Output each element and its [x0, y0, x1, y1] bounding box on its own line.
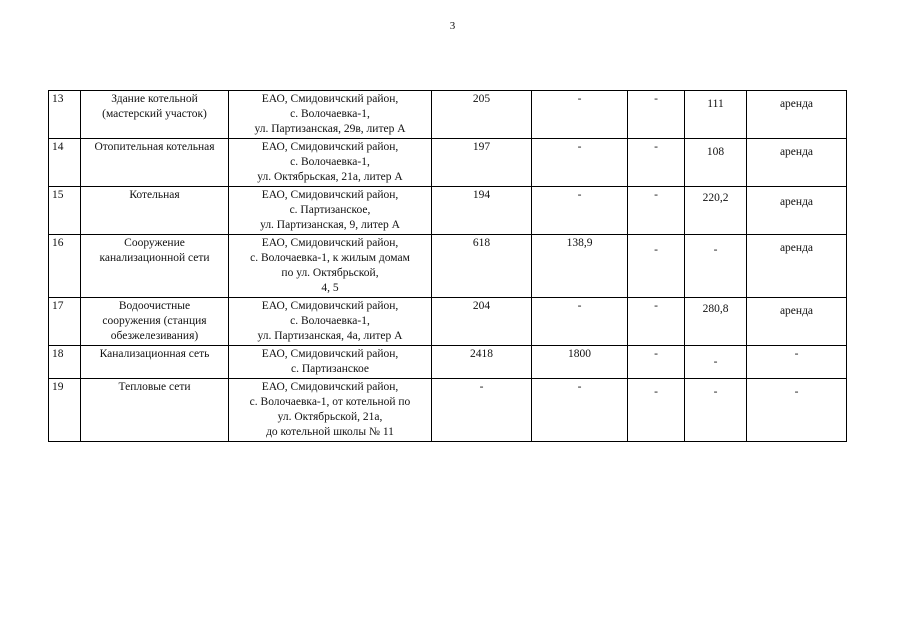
object-col6: -: [628, 139, 685, 187]
object-col7: -: [685, 379, 747, 442]
object-col6: -: [628, 187, 685, 235]
object-col6: -: [628, 379, 685, 442]
table-row: [49, 379, 847, 442]
row-number: 14: [49, 139, 81, 187]
object-diameter: -: [532, 187, 628, 235]
object-length: 2418: [432, 346, 532, 379]
object-col6: -: [628, 346, 685, 379]
row-number: 19: [49, 379, 81, 442]
object-col7: 111: [685, 91, 747, 139]
table-row: [49, 235, 847, 298]
object-col7: 280,8: [685, 298, 747, 346]
object-diameter: 138,9: [532, 235, 628, 298]
object-length: 618: [432, 235, 532, 298]
object-basis: -: [747, 379, 847, 442]
table-row: [49, 91, 847, 139]
object-col7: 108: [685, 139, 747, 187]
object-length: 205: [432, 91, 532, 139]
object-address: ЕАО, Смидовичский район, с. Партизанское: [229, 346, 432, 379]
object-name: Водоочистные сооружения (станция обезжелезивания): [81, 298, 229, 346]
table-row: [49, 346, 847, 379]
object-address: ЕАО, Смидовичский район, с. Волочаевка-1, ул. Партизанская, 29в, литер А: [229, 91, 432, 139]
row-number: 16: [49, 235, 81, 298]
object-basis: -: [747, 346, 847, 379]
object-col6: -: [628, 235, 685, 298]
object-basis: аренда: [747, 298, 847, 346]
object-col7: -: [685, 346, 747, 379]
row-number: 17: [49, 298, 81, 346]
object-address: ЕАО, Смидовичский район, с. Волочаевка-1, к жилым домам по ул. Октябрьской, 4, 5: [229, 235, 432, 298]
object-name: Здание котельной (мастерский участок): [81, 91, 229, 139]
table-row: [49, 139, 847, 187]
object-length: -: [432, 379, 532, 442]
object-length: 197: [432, 139, 532, 187]
object-basis: аренда: [747, 187, 847, 235]
object-name: Тепловые сети: [81, 379, 229, 442]
object-name: Канализационная сеть: [81, 346, 229, 379]
object-diameter: -: [532, 91, 628, 139]
object-length: 204: [432, 298, 532, 346]
object-address: ЕАО, Смидовичский район, с. Волочаевка-1, ул. Партизанская, 4а, литер А: [229, 298, 432, 346]
object-diameter: -: [532, 379, 628, 442]
object-name: Котельная: [81, 187, 229, 235]
row-number: 18: [49, 346, 81, 379]
object-length: 194: [432, 187, 532, 235]
table-row: [49, 298, 847, 346]
object-diameter: -: [532, 139, 628, 187]
object-name: Отопительная котельная: [81, 139, 229, 187]
object-basis: аренда: [747, 91, 847, 139]
object-basis: аренда: [747, 235, 847, 298]
object-diameter: 1800: [532, 346, 628, 379]
object-basis: аренда: [747, 139, 847, 187]
table-row: [49, 187, 847, 235]
object-col6: -: [628, 91, 685, 139]
object-address: ЕАО, Смидовичский район, с. Волочаевка-1, от котельной по ул. Октябрьской, 21а, до котельной школы № 11: [229, 379, 432, 442]
object-col6: -: [628, 298, 685, 346]
row-number: 13: [49, 91, 81, 139]
object-col7: 220,2: [685, 187, 747, 235]
object-name: Сооружение канализационной сети: [81, 235, 229, 298]
object-col7: -: [685, 235, 747, 298]
object-diameter: -: [532, 298, 628, 346]
row-number: 15: [49, 187, 81, 235]
page-number: 3: [449, 20, 456, 32]
object-address: ЕАО, Смидовичский район, с. Волочаевка-1, ул. Октябрьская, 21а, литер А: [229, 139, 432, 187]
object-address: ЕАО, Смидовичский район, с. Партизанское, ул. Партизанская, 9, литер А: [229, 187, 432, 235]
property-table: [48, 90, 847, 442]
